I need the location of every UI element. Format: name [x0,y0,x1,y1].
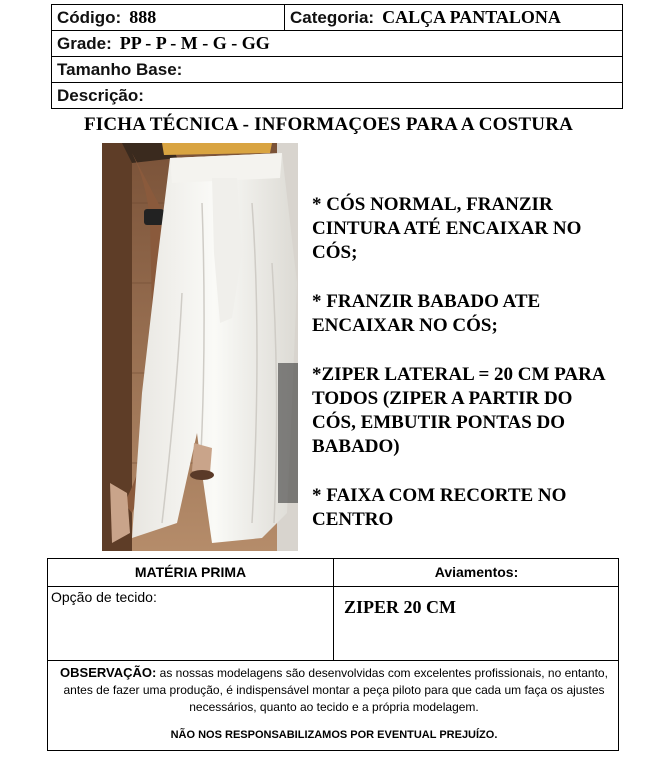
disclaimer-text: NÃO NOS RESPONSABILIZAMOS POR EVENTUAL PREJUÍZO. [170,729,498,741]
codigo-value: 888 [129,7,157,27]
header-table [51,4,623,109]
descricao-label: Descrição: [57,85,144,105]
grade-value: PP - P - M - G - GG [119,33,270,53]
tamanho-base-cell [52,57,623,83]
sewing-notes [312,193,612,557]
tamanho-base-label: Tamanho Base: [57,59,183,79]
materia-prima-header: MATÉRIA PRIMA [134,564,247,580]
categoria-value: CALÇA PANTALONA [382,7,561,27]
aviamentos-header: Aviamentos: [434,564,519,580]
product-photo [102,143,298,551]
document-title: FICHA TÉCNICA - INFORMAÇOES PARA A COSTURA [83,114,574,135]
note-item: * FRANZIR BABADO ATE ENCAIXAR NO CÓS; [312,291,541,336]
codigo-cell [52,5,285,31]
note-item: * CÓS NORMAL, FRANZIR CINTURA ATÉ ENCAIXAR NO CÓS; [312,194,582,263]
grade-cell [52,31,623,57]
observation-text [52,664,616,716]
codigo-label: Código: [57,8,122,27]
materials-table [47,558,619,751]
grade-label: Grade: [57,34,112,53]
aviamentos-value: ZIPER 20 CM [344,597,456,617]
observation-label: OBSERVAÇÃO: [60,665,157,680]
note-item: *ZIPER LATERAL = 20 CM PARA TODOS (ZIPER A PARTIR DO CÓS, EMBUTIR PONTAS DO BABADO) [312,364,605,457]
observation-body: as nossas modelagens são desenvolvidas com excelentes profissionais, no entanto, antes de fazer uma produção, é indispensável montar a peça piloto para que cada um faça os ajustes necessários, quanto ao tecido e a própria modelagem. [63,666,608,714]
categoria-cell [285,5,623,31]
descricao-cell [52,83,623,109]
pants-illustration [102,143,298,551]
opcao-tecido-label: Opção de tecido: [51,589,157,605]
categoria-label: Categoria: [290,8,375,27]
note-item: * FAIXA COM RECORTE NO CENTRO [312,485,567,530]
